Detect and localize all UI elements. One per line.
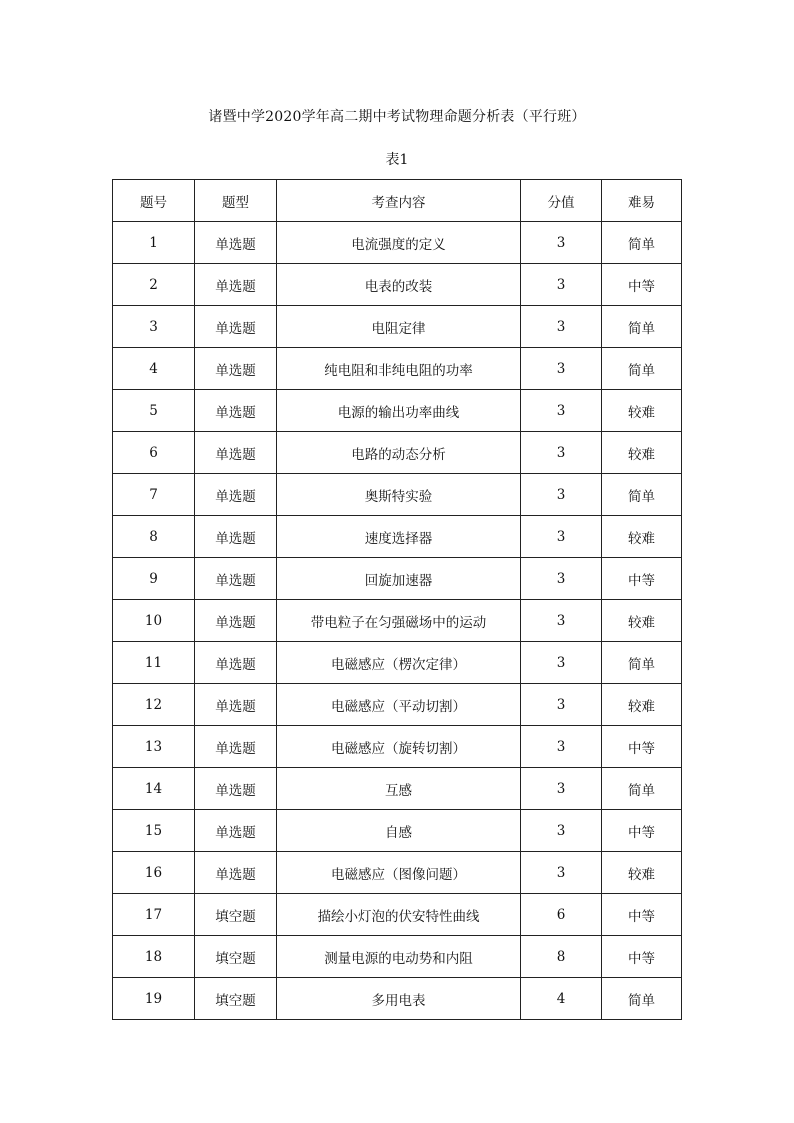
question-difficulty-cell: 简单 [602,348,682,390]
question-difficulty-cell: 简单 [602,768,682,810]
question-content-cell: 奥斯特实验 [277,474,521,516]
table-row [113,516,682,558]
question-type-cell: 单选题 [195,768,277,810]
question-content-cell: 纯电阻和非纯电阻的功率 [277,348,521,390]
question-score-cell: 3 [521,306,602,348]
table-row [113,810,682,852]
table-row [113,306,682,348]
table-row [113,642,682,684]
question-number-cell: 8 [113,516,195,558]
question-score-cell: 3 [521,768,602,810]
exam-analysis-table [112,179,682,1020]
question-number-cell: 19 [113,978,195,1020]
question-score-cell: 3 [521,726,602,768]
question-score-cell: 3 [521,390,602,432]
question-difficulty-cell: 较难 [602,516,682,558]
question-number-cell: 11 [113,642,195,684]
table-row [113,768,682,810]
question-number-cell: 14 [113,768,195,810]
table-row [113,978,682,1020]
question-type-cell: 单选题 [195,558,277,600]
question-content-cell: 电磁感应（旋转切割） [277,726,521,768]
question-number-cell: 9 [113,558,195,600]
table-header-row [113,180,682,222]
question-content-cell: 电流强度的定义 [277,222,521,264]
question-difficulty-cell: 中等 [602,264,682,306]
question-difficulty-cell: 简单 [602,978,682,1020]
table-row [113,684,682,726]
question-difficulty-cell: 较难 [602,684,682,726]
question-number-cell: 5 [113,390,195,432]
question-content-cell: 回旋加速器 [277,558,521,600]
question-content-cell: 电磁感应（楞次定律） [277,642,521,684]
table-row [113,726,682,768]
question-content-cell: 自感 [277,810,521,852]
document-title: 诸暨中学2020学年高二期中考试物理命题分析表（平行班） [208,109,586,125]
question-type-cell: 单选题 [195,348,277,390]
table-row [113,558,682,600]
header-content: 考查内容 [277,180,521,222]
question-number-cell: 4 [113,348,195,390]
question-content-cell: 电磁感应（图像问题） [277,852,521,894]
table-row [113,348,682,390]
question-difficulty-cell: 中等 [602,894,682,936]
question-type-cell: 单选题 [195,726,277,768]
question-type-cell: 填空题 [195,936,277,978]
table-row [113,474,682,516]
question-type-cell: 单选题 [195,852,277,894]
question-score-cell: 3 [521,348,602,390]
question-type-cell: 单选题 [195,222,277,264]
question-difficulty-cell: 简单 [602,306,682,348]
question-score-cell: 3 [521,684,602,726]
table-caption: 表1 [385,152,409,168]
question-score-cell: 3 [521,432,602,474]
question-difficulty-cell: 较难 [602,390,682,432]
question-score-cell: 4 [521,978,602,1020]
question-difficulty-cell: 较难 [602,852,682,894]
question-score-cell: 3 [521,264,602,306]
question-type-cell: 单选题 [195,264,277,306]
question-score-cell: 8 [521,936,602,978]
question-number-cell: 12 [113,684,195,726]
question-score-cell: 3 [521,852,602,894]
question-type-cell: 单选题 [195,306,277,348]
question-number-cell: 13 [113,726,195,768]
question-number-cell: 17 [113,894,195,936]
question-content-cell: 带电粒子在匀强磁场中的运动 [277,600,521,642]
question-type-cell: 单选题 [195,390,277,432]
header-number: 题号 [113,180,195,222]
question-type-cell: 单选题 [195,432,277,474]
table-row [113,432,682,474]
table-row [113,852,682,894]
question-score-cell: 3 [521,810,602,852]
question-number-cell: 6 [113,432,195,474]
question-difficulty-cell: 中等 [602,726,682,768]
question-score-cell: 3 [521,474,602,516]
question-content-cell: 多用电表 [277,978,521,1020]
question-content-cell: 电阻定律 [277,306,521,348]
table-row [113,264,682,306]
header-score: 分值 [521,180,602,222]
question-type-cell: 单选题 [195,516,277,558]
question-difficulty-cell: 中等 [602,558,682,600]
question-difficulty-cell: 中等 [602,810,682,852]
question-number-cell: 10 [113,600,195,642]
header-type: 题型 [195,180,277,222]
question-score-cell: 3 [521,516,602,558]
table-row [113,936,682,978]
question-content-cell: 测量电源的电动势和内阻 [277,936,521,978]
question-content-cell: 电表的改装 [277,264,521,306]
question-content-cell: 互感 [277,768,521,810]
question-content-cell: 电磁感应（平动切割） [277,684,521,726]
table-row [113,222,682,264]
question-content-cell: 描绘小灯泡的伏安特性曲线 [277,894,521,936]
question-number-cell: 3 [113,306,195,348]
question-score-cell: 3 [521,600,602,642]
question-number-cell: 16 [113,852,195,894]
question-score-cell: 3 [521,642,602,684]
question-number-cell: 7 [113,474,195,516]
table-row [113,600,682,642]
question-type-cell: 填空题 [195,894,277,936]
question-number-cell: 1 [113,222,195,264]
question-type-cell: 单选题 [195,642,277,684]
header-difficulty: 难易 [602,180,682,222]
question-difficulty-cell: 较难 [602,432,682,474]
question-content-cell: 速度选择器 [277,516,521,558]
question-type-cell: 单选题 [195,810,277,852]
question-difficulty-cell: 简单 [602,222,682,264]
question-number-cell: 18 [113,936,195,978]
question-difficulty-cell: 中等 [602,936,682,978]
table-row [113,894,682,936]
question-type-cell: 填空题 [195,978,277,1020]
question-difficulty-cell: 较难 [602,600,682,642]
table-body [113,222,682,1020]
question-type-cell: 单选题 [195,684,277,726]
question-type-cell: 单选题 [195,600,277,642]
question-difficulty-cell: 简单 [602,474,682,516]
question-difficulty-cell: 简单 [602,642,682,684]
question-score-cell: 6 [521,894,602,936]
question-type-cell: 单选题 [195,474,277,516]
question-score-cell: 3 [521,222,602,264]
question-score-cell: 3 [521,558,602,600]
question-number-cell: 2 [113,264,195,306]
question-content-cell: 电路的动态分析 [277,432,521,474]
question-content-cell: 电源的输出功率曲线 [277,390,521,432]
question-number-cell: 15 [113,810,195,852]
table-row [113,390,682,432]
